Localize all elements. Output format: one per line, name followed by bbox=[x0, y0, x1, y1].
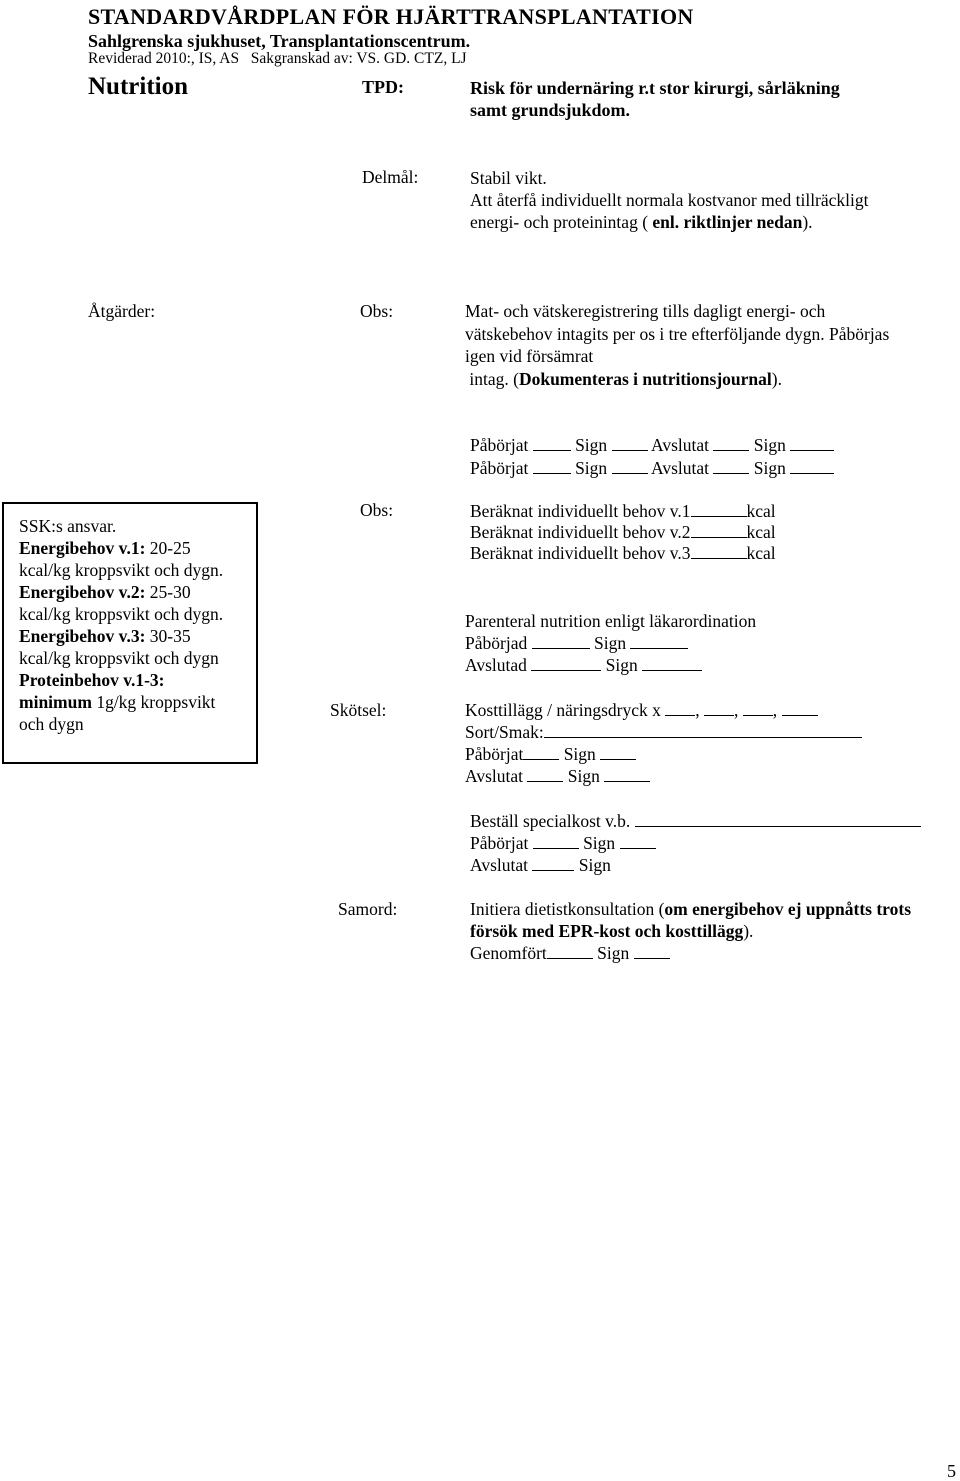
delmal-text bbox=[470, 167, 869, 233]
sign-row: Påbörjat Sign Avslutat Sign bbox=[470, 434, 834, 457]
signature-field[interactable] bbox=[642, 655, 702, 671]
energy-need-2: Energibehov v.2: 25-30 bbox=[19, 582, 191, 602]
page-number: 5 bbox=[947, 1461, 956, 1481]
registration-instructions bbox=[465, 300, 889, 390]
date-field[interactable] bbox=[713, 435, 749, 451]
date-field[interactable] bbox=[531, 655, 601, 671]
ssk-responsibility-box bbox=[2, 502, 258, 764]
instruction-line: igen vid försämrat bbox=[465, 346, 594, 366]
registration-sign-rows bbox=[470, 434, 834, 480]
obs-label: Obs: bbox=[360, 301, 394, 321]
delmal-line-3: energi- och proteinintag ( enl. riktlinjer nedan). bbox=[470, 212, 813, 232]
energy-need-3: Energibehov v.3: 30-35 bbox=[19, 626, 191, 646]
hospital-name: Sahlgrenska sjukhuset, Transplantationscentrum. bbox=[88, 31, 471, 51]
sign-row: Genomfört Sign bbox=[470, 942, 911, 964]
tpd-label: TPD: bbox=[362, 77, 404, 97]
date-field[interactable] bbox=[532, 855, 574, 871]
calc-row: Beräknat individuellt behov v.1 kcal bbox=[470, 501, 776, 521]
calculated-needs bbox=[470, 501, 776, 564]
count-field[interactable] bbox=[782, 700, 818, 716]
ssk-title: SSK:s ansvar. bbox=[19, 516, 117, 536]
date-field[interactable] bbox=[547, 943, 593, 959]
sign-row: Påbörjat Sign bbox=[465, 743, 862, 765]
signature-field[interactable] bbox=[790, 458, 834, 474]
section-title: Nutrition bbox=[88, 73, 188, 100]
parenteral-section bbox=[465, 610, 756, 676]
sort-row: Sort/Smak: bbox=[465, 721, 862, 743]
dietitian-consult-section bbox=[470, 898, 911, 964]
energy-need-1: Energibehov v.1: 20-25 bbox=[19, 538, 191, 558]
signature-field[interactable] bbox=[620, 833, 656, 849]
date-field[interactable] bbox=[713, 458, 749, 474]
count-field[interactable] bbox=[743, 700, 773, 716]
signature-field[interactable] bbox=[612, 435, 648, 451]
signature-field[interactable] bbox=[604, 766, 650, 782]
special-diet-section bbox=[470, 810, 921, 876]
consult-line-2: försök med EPR-kost och kosttillägg). bbox=[470, 921, 754, 941]
date-field[interactable] bbox=[533, 458, 571, 474]
delmal-line-1: Stabil vikt. bbox=[470, 168, 547, 188]
special-diet-field[interactable] bbox=[635, 811, 921, 827]
date-field[interactable] bbox=[527, 766, 563, 782]
instruction-line: vätskebehov intagits per os i tre efterföljande dygn. Påbörjas bbox=[465, 323, 890, 344]
sign-row: Påbörjad Sign bbox=[465, 632, 756, 654]
tpd-line-1: Risk för undernäring r.t stor kirurgi, sårläkning bbox=[470, 78, 840, 98]
tpd-line-2: samt grundsjukdom. bbox=[470, 100, 631, 120]
protein-need-unit: och dygn bbox=[19, 714, 84, 734]
consult-line-1: Initiera dietistkonsultation (om energibehov ej uppnåtts trots bbox=[470, 899, 912, 919]
instruction-line: Mat- och vätskeregistrering tills dagligt energi- och bbox=[465, 301, 826, 321]
date-field[interactable] bbox=[533, 435, 571, 451]
sign-row: Påbörjat Sign bbox=[470, 832, 921, 854]
sort-field[interactable] bbox=[544, 722, 862, 738]
date-field[interactable] bbox=[533, 833, 579, 849]
calc-row: Beräknat individuellt behov v.3 kcal bbox=[470, 543, 776, 563]
delmal-line-2: Att återfå individuellt normala kostvanor med tillräckligt bbox=[470, 190, 869, 210]
sign-row: Avslutat Sign bbox=[470, 855, 611, 875]
calc-row: Beräknat individuellt behov v.2 kcal bbox=[470, 522, 776, 542]
special-row: Beställ specialkost v.b. bbox=[470, 810, 921, 832]
protein-need: Proteinbehov v.1-3: bbox=[19, 670, 165, 690]
signature-field[interactable] bbox=[600, 744, 636, 760]
sign-row: Avslutat Sign bbox=[465, 765, 862, 787]
revision-note: Reviderad 2010:, IS, AS Sakgranskad av: VS. GD. CTZ, LJ bbox=[88, 50, 467, 67]
protein-need-minimum: minimum 1g/kg kroppsvikt bbox=[19, 692, 216, 712]
delmal-label: Delmål: bbox=[362, 167, 419, 187]
tpd-text bbox=[470, 77, 840, 121]
energy-need-3-unit: kcal/kg kroppsvikt och dygn bbox=[19, 648, 219, 668]
kcal-field[interactable] bbox=[691, 543, 747, 559]
signature-field[interactable] bbox=[634, 943, 670, 959]
signature-field[interactable] bbox=[612, 458, 648, 474]
energy-need-1-unit: kcal/kg kroppsvikt och dygn. bbox=[19, 560, 224, 580]
count-field[interactable] bbox=[704, 700, 734, 716]
instruction-line: intag. (Dokumenteras i nutritionsjournal). bbox=[465, 368, 782, 389]
kcal-field[interactable] bbox=[691, 522, 747, 538]
sign-row: Påbörjat Sign Avslutat Sign bbox=[470, 457, 834, 480]
skotsel-label: Skötsel: bbox=[330, 700, 387, 720]
signature-field[interactable] bbox=[630, 633, 688, 649]
sign-row: Avslutad Sign bbox=[465, 654, 756, 676]
atgarder-label: Åtgärder: bbox=[88, 301, 156, 321]
samord-label: Samord: bbox=[338, 899, 398, 919]
count-field[interactable] bbox=[665, 700, 695, 716]
supplement-row: Kosttillägg / näringsdryck x , , , bbox=[465, 699, 862, 721]
supplement-section bbox=[465, 699, 862, 787]
date-field[interactable] bbox=[523, 744, 559, 760]
signature-field[interactable] bbox=[790, 435, 834, 451]
kcal-field[interactable] bbox=[691, 501, 747, 517]
date-field[interactable] bbox=[532, 633, 590, 649]
parenteral-text: Parenteral nutrition enligt läkarordination bbox=[465, 611, 757, 631]
obs-label: Obs: bbox=[360, 500, 394, 520]
document-title: STANDARDVÅRDPLAN FÖR HJÄRTTRANSPLANTATION bbox=[88, 4, 694, 29]
energy-need-2-unit: kcal/kg kroppsvikt och dygn. bbox=[19, 604, 224, 624]
